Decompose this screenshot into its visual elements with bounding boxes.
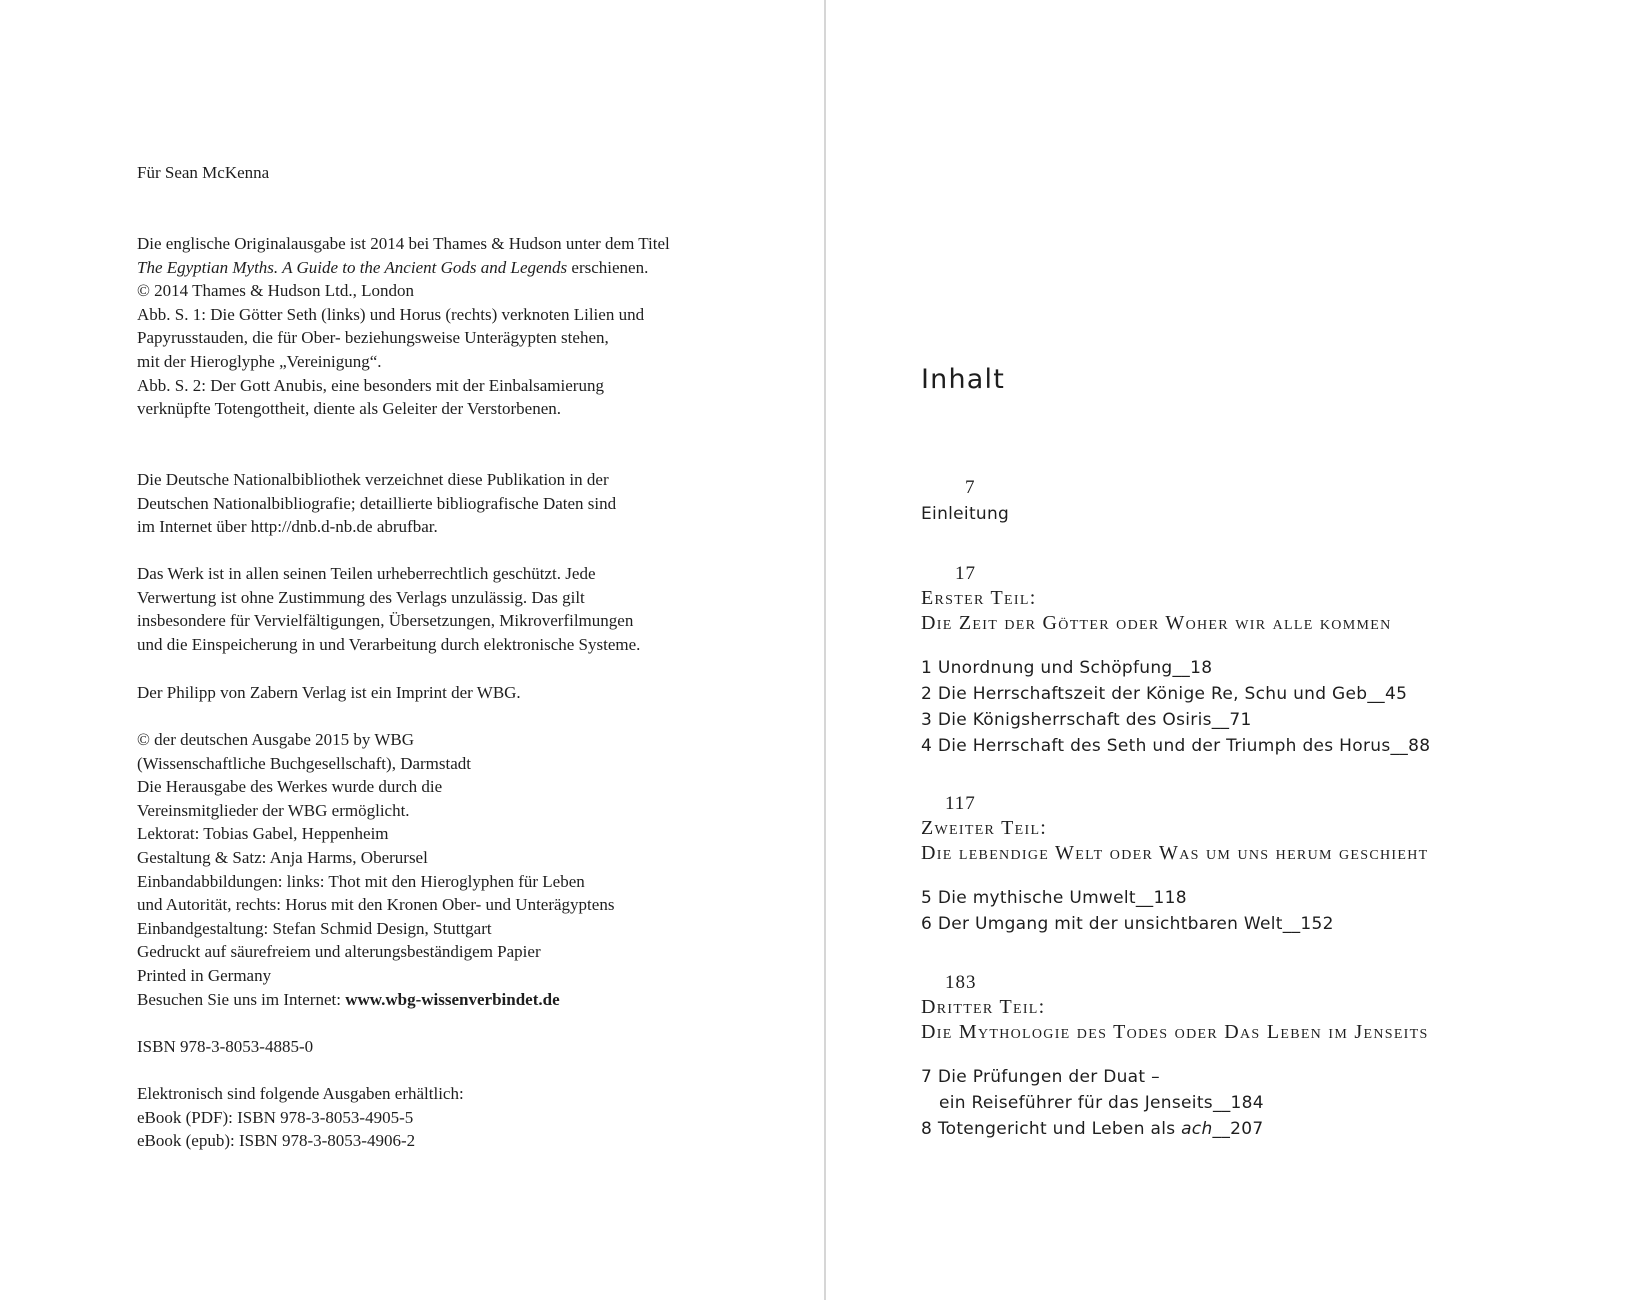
imprint-line-rest: erschienen. <box>567 257 649 277</box>
isbn <box>137 1035 777 1059</box>
imprint-line: © 2014 Thames & Hudson Ltd., London <box>137 281 415 301</box>
original-title: The Egyptian Myths. A Guide to the Ancient Gods and Legends <box>137 257 568 277</box>
toc-page-number: 17 <box>955 563 976 584</box>
credits-block <box>137 728 777 1011</box>
toc-entry-einleitung[interactable]: Einleitung <box>921 504 1010 524</box>
imprint-note <box>137 681 777 705</box>
imprint-line: Abb. S. 2: Der Gott Anubis, eine besonders mit der Einbalsamierung <box>137 375 604 395</box>
toc-chapter[interactable]: 7 Die Prüfungen der Duat – <box>921 1067 1160 1087</box>
part-label: Zweiter Teil: <box>921 817 1048 839</box>
imprint-line: Die englische Originalausgabe ist 2014 bei Thames & Hudson unter dem Titel <box>137 234 670 253</box>
imprint-line: eBook (epub): ISBN 978-3-8053-4906-2 <box>137 1131 416 1151</box>
imprint-line: im Internet über http://dnb.d-nb.de abrufbar. <box>137 517 438 537</box>
toc-chapter[interactable]: 1 Unordnung und Schöpfung__18 <box>921 658 1213 678</box>
toc-chapter[interactable]: 4 Die Herrschaft des Seth und der Triumph des Horus__88 <box>921 736 1431 756</box>
toc-chapter-continuation <box>921 1090 1264 1116</box>
imprint-line: eBook (PDF): ISBN 978-3-8053-4905-5 <box>137 1107 414 1127</box>
copyright-notice <box>137 562 777 656</box>
part-title[interactable]: Die Mythologie des Todes oder Das Leben im Jenseits <box>921 1021 1429 1043</box>
imprint-line: Papyrusstauden, die für Ober- beziehungsweise Unterägypten stehen, <box>137 328 609 348</box>
toc-chapter[interactable]: 6 Der Umgang mit der unsichtbaren Welt__152 <box>921 914 1334 934</box>
imprint-line: Lektorat: Tobias Gabel, Heppenheim <box>137 824 389 844</box>
chapter-italic-term: ach <box>1181 1119 1213 1139</box>
imprint-line: Der Philipp von Zabern Verlag ist ein Imprint der WBG. <box>137 683 521 702</box>
toc-title: Inhalt <box>921 364 1006 395</box>
original-edition-block <box>137 232 777 421</box>
toc-page-number: 117 <box>945 793 976 814</box>
imprint-line: Deutschen Nationalbibliografie; detaillierte bibliografische Daten sind <box>137 493 617 513</box>
chapter-page: __207 <box>1212 1119 1264 1139</box>
chapter-text: 8 Totengericht und Leben als <box>921 1119 1182 1139</box>
website-link[interactable]: www.wbg-wissenverbindet.de <box>345 989 560 1009</box>
imprint-line: Gestaltung & Satz: Anja Harms, Oberursel <box>137 847 428 867</box>
imprint-line: Abb. S. 1: Die Götter Seth (links) und Horus (rechts) verknoten Lilien und <box>137 304 645 324</box>
imprint-line: Gedruckt auf säurefreiem und alterungsbeständigem Papier <box>137 942 541 962</box>
imprint-line: © der deutschen Ausgabe 2015 by WBG <box>137 730 414 749</box>
imprint-line: Einbandabbildungen: links: Thot mit den Hieroglyphen für Leben <box>137 871 585 891</box>
imprint-line: insbesondere für Vervielfältigungen, Übersetzungen, Mikroverfilmungen <box>137 611 634 631</box>
part-label: Erster Teil: <box>921 587 1037 609</box>
imprint-line: mit der Hieroglyphe „Vereinigung“. <box>137 351 382 371</box>
imprint-line: Verwertung ist ohne Zustimmung des Verlags unzulässig. Das gilt <box>137 587 585 607</box>
toc-chapter[interactable]: 3 Die Königsherrschaft des Osiris__71 <box>921 710 1252 730</box>
imprint-line: Einbandgestaltung: Stefan Schmid Design, Stuttgart <box>137 918 492 938</box>
part-title[interactable]: Die Zeit der Götter oder Woher wir alle kommen <box>921 612 1392 634</box>
toc-chapter[interactable]: 5 Die mythische Umwelt__118 <box>921 888 1187 908</box>
ebook-block <box>137 1082 777 1153</box>
imprint-line: Die Herausgabe des Werkes wurde durch die <box>137 777 443 797</box>
imprint-line: Die Deutsche Nationalbibliothek verzeichnet diese Publikation in der <box>137 470 609 489</box>
toc-chapter[interactable] <box>921 1116 1264 1142</box>
dedication-text: Für Sean McKenna <box>137 163 270 182</box>
imprint-line: Elektronisch sind folgende Ausgaben erhältlich: <box>137 1084 464 1103</box>
chapter-list <box>921 1064 1264 1142</box>
toc-page-number: 183 <box>945 972 977 993</box>
toc-chapter[interactable]: 2 Die Herrschaftszeit der Könige Re, Schu und Geb__45 <box>921 684 1408 704</box>
imprint-line: (Wissenschaftliche Buchgesellschaft), Darmstadt <box>137 753 472 773</box>
toc-page-number: 7 <box>965 477 976 498</box>
imprint-line: Printed in Germany <box>137 965 272 985</box>
imprint-line: Vereinsmitglieder der WBG ermöglicht. <box>137 800 410 820</box>
dedication <box>137 161 777 185</box>
isbn-text: ISBN 978-3-8053-4885-0 <box>137 1037 314 1056</box>
part-label: Dritter Teil: <box>921 996 1046 1018</box>
imprint-line: und die Einspeicherung in und Verarbeitung durch elektronische Systeme. <box>137 634 641 654</box>
toc-chapter-subline[interactable]: ein Reiseführer für das Jenseits__184 <box>939 1093 1264 1113</box>
dnb-notice <box>137 468 777 539</box>
imprint-line: verknüpfte Totengottheit, diente als Geleiter der Verstorbenen. <box>137 399 561 419</box>
website-prefix: Besuchen Sie uns im Internet: <box>137 989 346 1009</box>
imprint-line <box>137 256 777 280</box>
imprint-line: Das Werk ist in allen seinen Teilen urheberrechtlich geschützt. Jede <box>137 564 596 583</box>
chapter-list <box>921 655 1430 759</box>
part-title[interactable]: Die lebendige Welt oder Was um uns herum geschieht <box>921 842 1429 864</box>
website-line <box>137 988 777 1012</box>
chapter-list <box>921 885 1334 937</box>
imprint-line: und Autorität, rechts: Horus mit den Kronen Ober- und Unterägyptens <box>137 895 615 915</box>
